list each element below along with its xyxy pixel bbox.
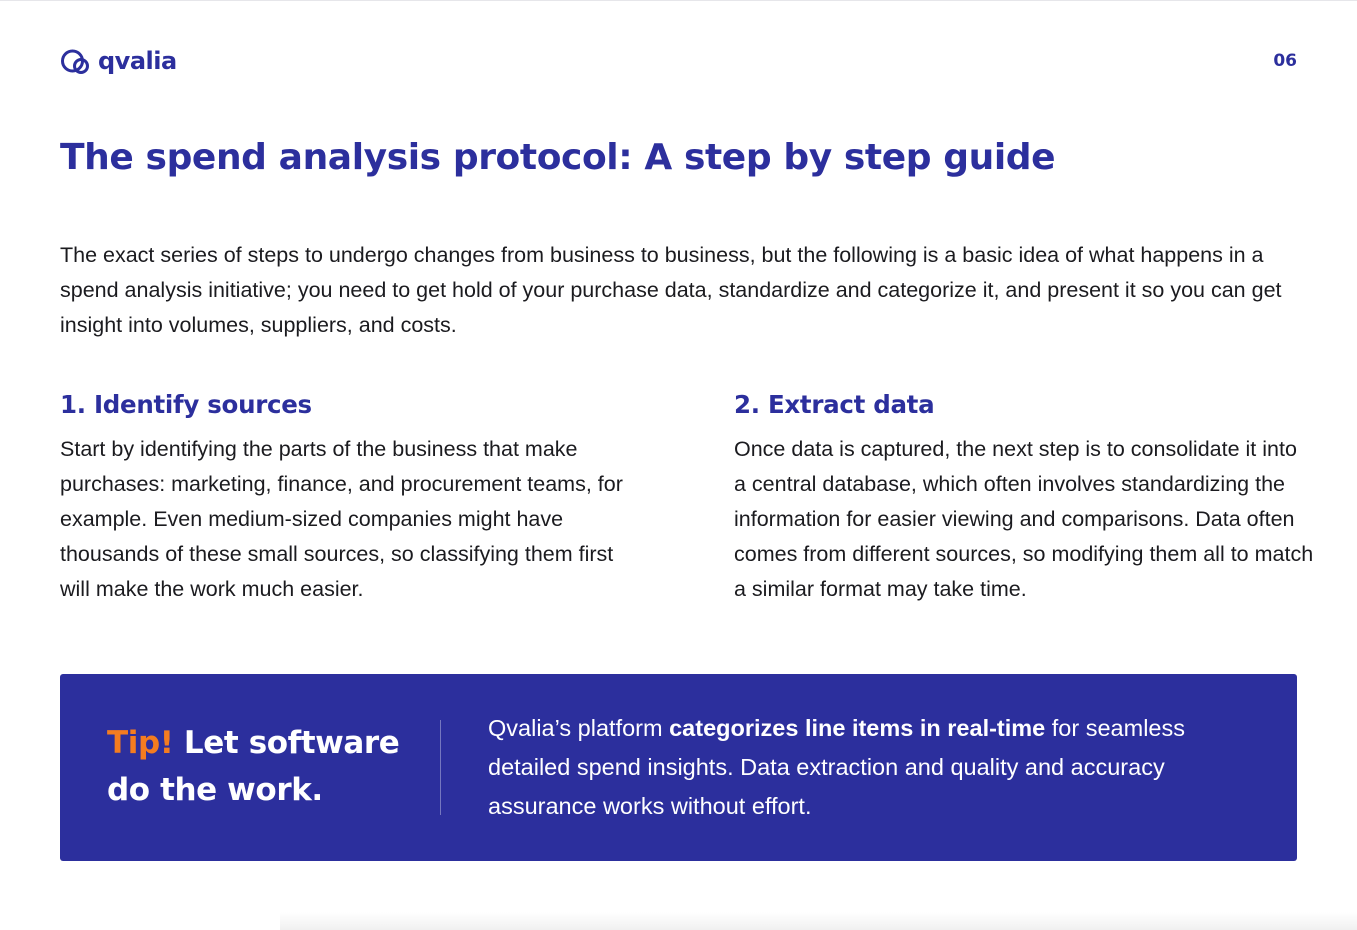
qvalia-mark-icon xyxy=(60,46,92,76)
logo-wordmark: qvalia xyxy=(98,47,177,75)
section-body: Start by identifying the parts of the business that make purchases: marketing, finance, and procurement teams, for example. Even medium-sized companies might have thousands of these small sources, so classifying them first will make the work much easier. xyxy=(60,437,623,601)
tip-heading xyxy=(107,720,417,814)
section-heading: 1. Identify sources xyxy=(60,390,312,419)
section-identify-sources xyxy=(60,388,625,607)
page-title: The spend analysis protocol: A step by step guide xyxy=(60,137,1056,178)
page-number: 06 xyxy=(1273,51,1297,71)
tip-heading-text: Let software do the work. xyxy=(107,725,400,808)
tip-body-intro: Qvalia’s platform xyxy=(488,715,670,741)
logo xyxy=(60,44,177,78)
section-body: Once data is captured, the next step is to consolidate it into a central database, which often involves standardizing the information for easier viewing and comparisons. Data often comes from different sources, so modifying them all to match a similar format may take time. xyxy=(734,437,1314,601)
tip-divider xyxy=(440,720,441,815)
tip-body-highlight: categorizes line items in real-time xyxy=(669,715,1046,741)
tip-callout xyxy=(60,674,1297,861)
tip-body xyxy=(488,709,1268,826)
section-extract-data xyxy=(734,388,1314,607)
tip-body-rest: for seamless detailed spend insights. Data extraction and quality and accuracy assurance works without effort. xyxy=(488,715,1185,819)
top-border xyxy=(0,0,1357,1)
intro-paragraph: The exact series of steps to undergo changes from business to business, but the following is a basic idea of what happens in a spend analysis initiative; you need to get hold of your purchase data, standardize and categorize it, and present it so you can get insight into volumes, suppliers, and costs. xyxy=(60,243,1282,337)
section-heading: 2. Extract data xyxy=(734,390,935,419)
page-shadow xyxy=(280,912,1357,930)
tip-accent-label: Tip! xyxy=(107,725,174,761)
